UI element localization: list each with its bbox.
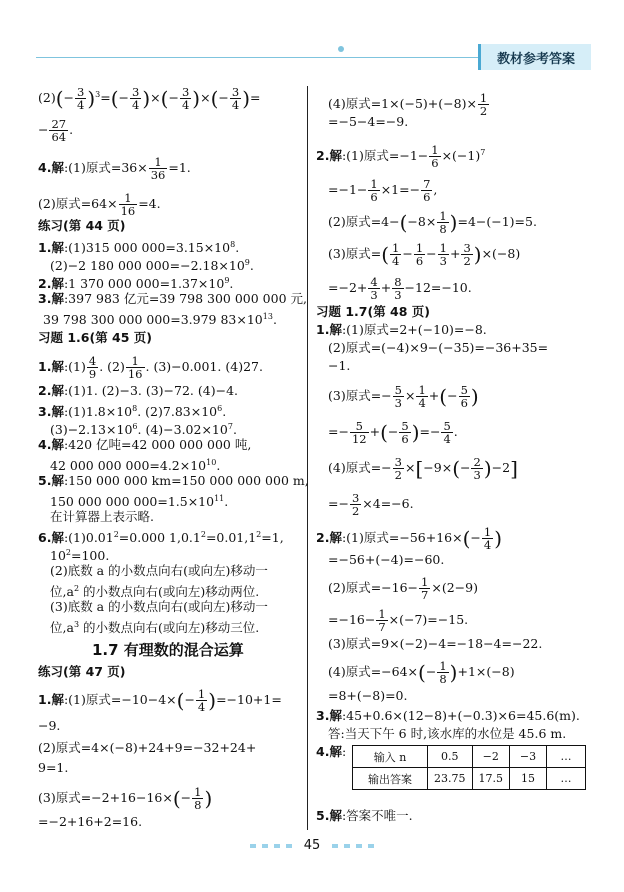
chapter-title: 1.7 有理数的混合运算	[92, 641, 244, 659]
section-exercise-1-7: 习题 1.7(第 48 页)	[316, 304, 431, 319]
eq-2-result: − $\frac{27}{64}$ .	[38, 117, 74, 144]
page-footer	[0, 838, 624, 853]
section-practice-44: 练习(第 44 页)	[38, 218, 126, 233]
io-table	[352, 745, 586, 790]
eq-2-cubed: (2)(− $\frac{3}{4}$ )$^3$=(− $\frac{3}{4}$ )×(− $\frac{3}{4}$ )×(− $\frac{3}{4}$ )=	[38, 85, 261, 112]
table-row: 输出答案 23.75 17.5 15 …	[353, 768, 586, 790]
section-practice-47: 练习(第 47 页)	[38, 664, 126, 679]
column-divider	[307, 86, 308, 830]
header-rule	[36, 57, 528, 58]
q4-1: 4.解:(1)原式=36× $\frac{1}{36}$ =1.	[38, 155, 191, 182]
q4-2: (2)原式=64× $\frac{1}{16}$ =4.	[38, 191, 161, 218]
header-dot	[338, 46, 344, 52]
page-number: 45	[303, 838, 321, 853]
section-exercise-1-6: 习题 1.6(第 45 页)	[38, 330, 153, 345]
table-row: 输入 n 0.5 −2 −3 …	[353, 746, 586, 768]
header-badge: 教材参考答案	[478, 44, 591, 70]
